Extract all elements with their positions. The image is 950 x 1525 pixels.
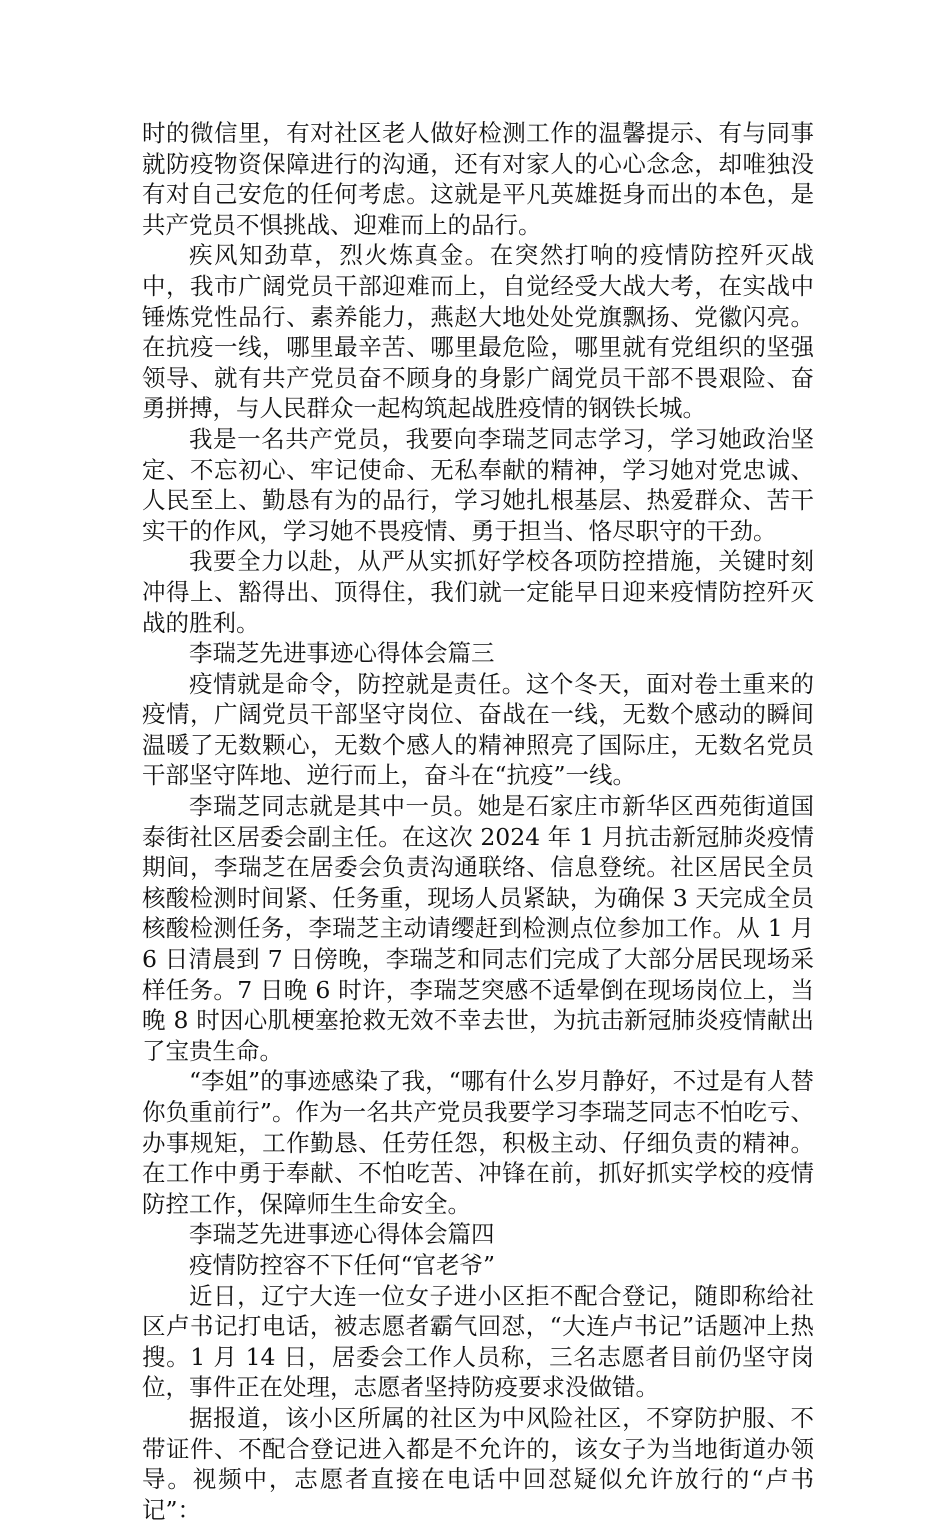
paragraph-4: 我要全力以赴，从严从实抓好学校各项防控措施，关键时刻冲得上、豁得出、顶得住，我们就一定能早日迎来疫情防控歼灭战的胜利。 bbox=[142, 547, 814, 637]
document-page bbox=[142, 118, 814, 1525]
section-heading-3: 李瑞芝先进事迹心得体会篇三 bbox=[189, 639, 495, 668]
paragraph-1: 时的微信里，有对社区老人做好检测工作的温馨提示、有与同事就防疫物资保障进行的沟通，还有对家人的心心念念，却唯独没有对自己安危的任何考虑。这就是平凡英雄挺身而出的本色，是共产党员不惧挑战、迎难而上的品行。 bbox=[142, 119, 814, 239]
paragraph-7: “李姐”的事迹感染了我，“哪有什么岁月静好，不过是有人替你负重前行”。作为一名共产党员我要学习李瑞芝同志不怕吃亏、办事规矩，工作勤恳、任劳任怨，积极主动、仔细负责的精神。在工作中勇于奉献、不怕吃苦、冲锋在前，抓好抓实学校的疫情防控工作，保障师生生命安全。 bbox=[142, 1067, 814, 1218]
paragraph-5: 疫情就是命令，防控就是责任。这个冬天，面对卷土重来的疫情，广阔党员干部坚守岗位、奋战在一线，无数个感动的瞬间温暖了无数颗心，无数个感人的精神照亮了国际庄，无数名党员干部坚守阵地、逆行而上，奋斗在“抗疫”一线。 bbox=[142, 669, 814, 790]
section-subtitle: 疫情防控容不下任何“官老爷” bbox=[189, 1250, 496, 1279]
paragraph-6: 李瑞芝同志就是其中一员。她是石家庄市新华区西苑街道国泰街社区居委会副主任。在这次 2024 年 1 月抗击新冠肺炎疫情期间，李瑞芝在居委会负责沟通联络、信息登统。社区居民全员核酸检测时间紧、任务重，现场人员紧缺，为确保 3 天完成全员核酸检测任务，李瑞芝主动请缨赶到检测点位参加工作。从 1 月 6 日清晨到 7 日傍晚，李瑞芝和同志们完成了大部分居民现场采样任务。7 日晚 6 时许，李瑞芝突感不适晕倒在现场岗位上，当晚 8 时因心肌梗塞抢救无效不幸去世，为抗击新冠肺炎疫情献出了宝贵生命。 bbox=[142, 792, 814, 1065]
paragraph-3: 我是一名共产党员，我要向李瑞芝同志学习，学习她政治坚定、不忘初心、牢记使命、无私奉献的精神，学习她对党忠诚、人民至上、勤恳有为的品行，学习她扎根基层、热爱群众、苦干实干的作风，学习她不畏疫情、勇于担当、恪尽职守的干劲。 bbox=[142, 424, 814, 545]
paragraph-2: 疾风知劲草，烈火炼真金。在突然打响的疫情防控歼灭战中，我市广阔党员干部迎难而上，自觉经受大战大考，在实战中锤炼党性品行、素养能力，燕赵大地处处党旗飘扬、党徽闪亮。在抗疫一线，哪里最辛苦、哪里最危险，哪里就有党组织的坚强领导、就有共产党员奋不顾身的身影广阔党员干部不畏艰险、奋勇拼搏，与人民群众一起构筑起战胜疫情的钢铁长城。 bbox=[142, 241, 814, 423]
paragraph-8: 近日，辽宁大连一位女子进小区拒不配合登记，随即称给社区卢书记打电话，被志愿者霸气回怼，“大连卢书记”话题冲上热搜。1 月 14 日，居委会工作人员称，三名志愿者目前仍坚守岗位，事件正在处理，志愿者坚持防疫要求没做错。 bbox=[142, 1281, 814, 1402]
paragraph-9: 据报道，该小区所属的社区为中风险社区，不穿防护服、不带证件、不配合登记进入都是不允许的，该女子为当地街道办领导。视频中，志愿者直接在电话中回怼疑似允许放行的“卢书记”： bbox=[142, 1403, 814, 1524]
section-heading-4: 李瑞芝先进事迹心得体会篇四 bbox=[189, 1220, 495, 1249]
